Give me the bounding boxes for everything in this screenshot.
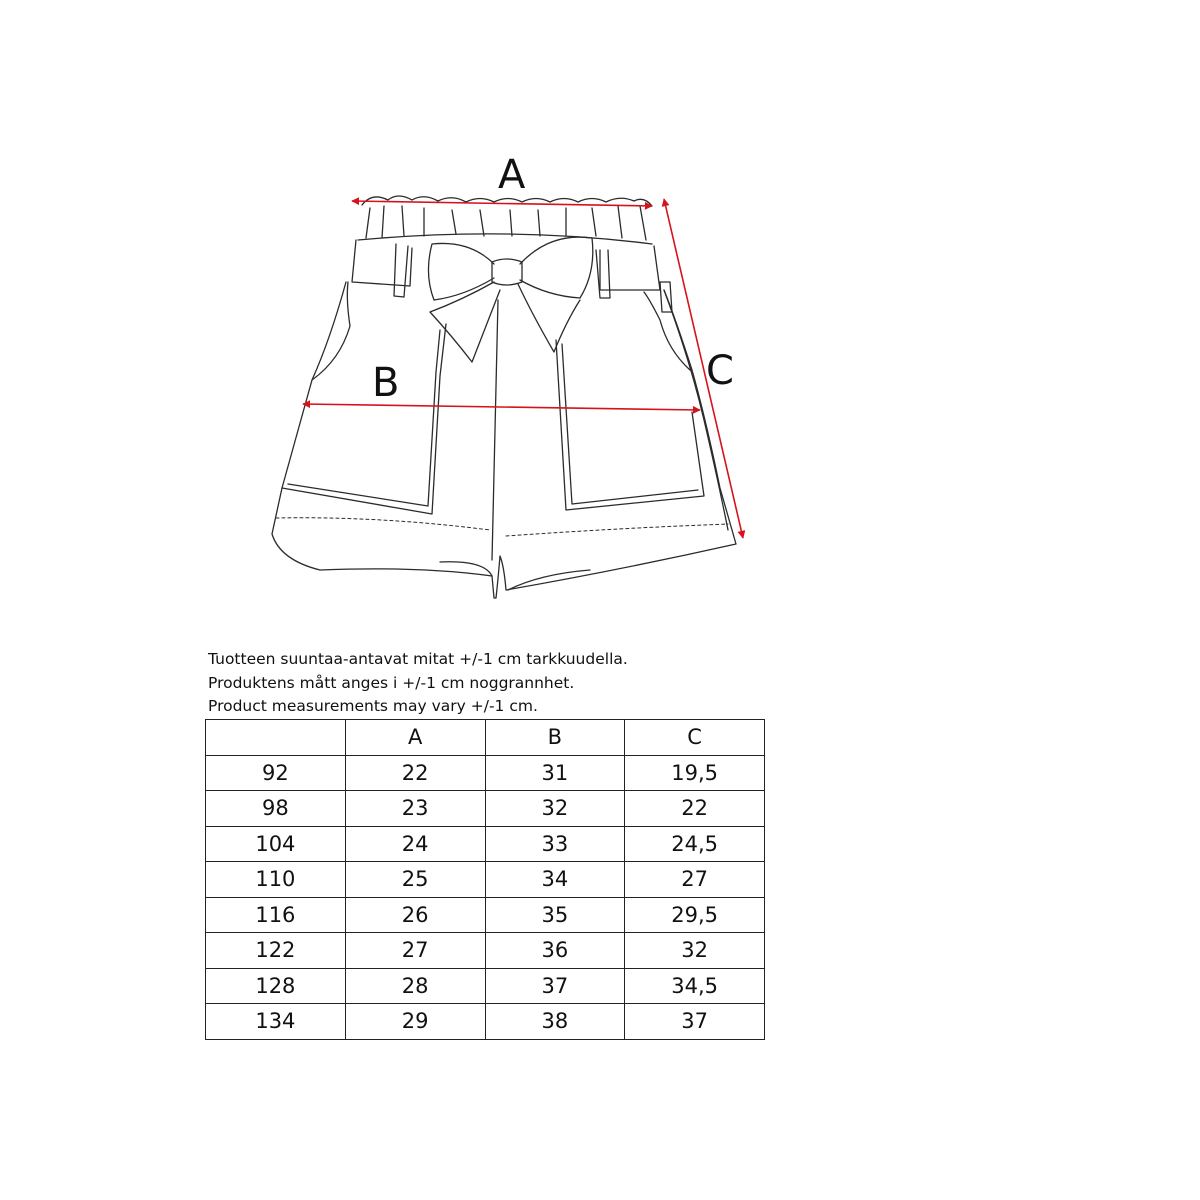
header-b: B (485, 720, 625, 756)
cell-a: 27 (345, 933, 485, 969)
header-a: A (345, 720, 485, 756)
measure-line-b (303, 404, 700, 410)
cell-size: 98 (206, 791, 346, 827)
table-row (206, 897, 765, 933)
table-row (206, 933, 765, 969)
header-size (206, 720, 346, 756)
center-seam (492, 300, 498, 560)
table-row (206, 826, 765, 862)
cell-size: 122 (206, 933, 346, 969)
inseam (440, 562, 590, 590)
bow-right-loop (520, 237, 593, 298)
table-row (206, 968, 765, 1004)
label-b: B (372, 360, 400, 406)
cell-c: 19,5 (625, 755, 765, 791)
bow-left-loop (428, 243, 494, 300)
cell-c: 22 (625, 791, 765, 827)
cell-size: 104 (206, 826, 346, 862)
bow-right-tail (518, 284, 580, 352)
label-a: A (498, 152, 526, 198)
belt-loop-left (394, 244, 408, 297)
cell-b: 31 (485, 755, 625, 791)
cell-size: 134 (206, 1004, 346, 1040)
shorts-outline (272, 282, 736, 598)
hem-stitching (276, 518, 728, 536)
pocket-left (282, 324, 446, 514)
note-finnish: Tuotteen suuntaa-antavat mitat +/-1 cm tarkkuudella. (208, 650, 628, 668)
note-swedish: Produktens mått anges i +/-1 cm noggrannhet. (208, 673, 575, 692)
table-row (206, 791, 765, 827)
cell-a: 29 (345, 1004, 485, 1040)
pocket-left-inner (288, 330, 440, 506)
size-table (205, 719, 765, 1040)
cell-b: 38 (485, 1004, 625, 1040)
pocket-right-inner (562, 344, 698, 504)
cell-a: 28 (345, 968, 485, 1004)
waistband-lower (358, 234, 652, 244)
belt-loop-right (596, 250, 610, 298)
table-row (206, 755, 765, 791)
cell-b: 34 (485, 862, 625, 898)
pocket-right-opening (644, 292, 690, 370)
ruffle-pleats (366, 206, 646, 240)
cell-c: 24,5 (625, 826, 765, 862)
cell-size: 116 (206, 897, 346, 933)
table-row (206, 862, 765, 898)
table-header-row (206, 720, 765, 756)
measurement-notes (208, 648, 628, 719)
cell-size: 128 (206, 968, 346, 1004)
cell-c: 34,5 (625, 968, 765, 1004)
cell-a: 23 (345, 791, 485, 827)
cell-c: 32 (625, 933, 765, 969)
cell-a: 24 (345, 826, 485, 862)
bow-left-tail (430, 282, 500, 362)
cell-b: 33 (485, 826, 625, 862)
cell-size: 110 (206, 862, 346, 898)
cell-b: 36 (485, 933, 625, 969)
shorts-drawing (272, 196, 736, 598)
cell-a: 26 (345, 897, 485, 933)
header-c: C (625, 720, 765, 756)
pocket-right (556, 340, 704, 510)
cell-b: 32 (485, 791, 625, 827)
bow-knot (492, 259, 522, 285)
table-row (206, 1004, 765, 1040)
belt (352, 240, 660, 290)
cell-a: 22 (345, 755, 485, 791)
cell-c: 27 (625, 862, 765, 898)
cell-c: 37 (625, 1004, 765, 1040)
cell-size: 92 (206, 755, 346, 791)
cell-b: 37 (485, 968, 625, 1004)
cell-c: 29,5 (625, 897, 765, 933)
label-c: C (706, 348, 734, 394)
cell-b: 35 (485, 897, 625, 933)
cell-a: 25 (345, 862, 485, 898)
note-english: Product measurements may vary +/-1 cm. (208, 697, 538, 715)
